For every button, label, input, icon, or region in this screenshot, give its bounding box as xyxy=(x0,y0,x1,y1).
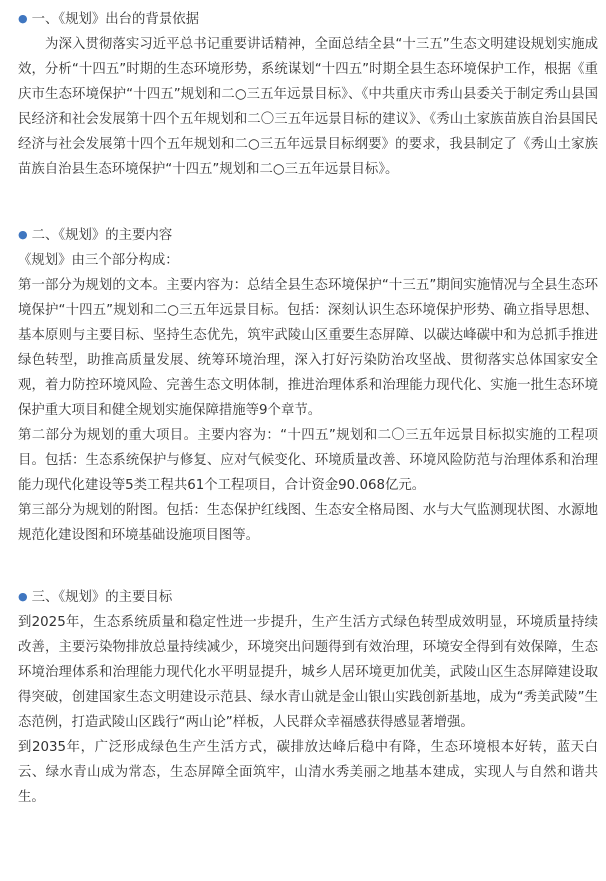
background-paragraph: 为深入贯彻落实习近平总书记重要讲话精神，全面总结全县“十三五”生态文明建设规划实施成效，分析“十四五”时期的生态环境形势，系统谋划“十四五”时期全县生态环境保护工作，根据《重庆市生态环境保护“十四五”规划和二○三五年远景目标》、《中共重庆市秀山县委关于制定秀山县国民经济和社会发展第十四个五年规划和二〇三五年远景目标的建议》、《秀山土家族苗族自治县国民经济与社会发展第十四个五年规划和二○三五年远景目标纲要》的要求，我县制定了《秀山土家族苗族自治县生态环境保护“十四五”规划和二○三五年远景目标》。 xyxy=(18,37,598,177)
section-background xyxy=(18,6,598,182)
goal-2035-paragraph: 到2035年，广泛形成绿色生产生活方式，碳排放达峰后稳中有降，生态环境根本好转，蓝天白云、绿水青山成为常态，生态屏障全面筑牢，山清水秀美丽之地基本建成，实现人与自然和谐共生。 xyxy=(18,740,598,805)
bullet-icon: ● xyxy=(18,228,28,241)
section-heading-main-goals xyxy=(18,584,598,610)
section-spacer xyxy=(18,182,598,222)
section-heading-text: 二、《规划》的主要内容 xyxy=(31,228,173,243)
section-heading-main-content xyxy=(18,222,598,248)
part-one-paragraph: 第一部分为规划的文本。主要内容为：总结全县生态环境保护“十三五”期间实施情况与全县生态环境保护“十四五”规划和二○三五年远景目标。包括：深刻认识生态环境保护形势、确立指导思想、基本原则与主要目标、坚持生态优先，筑牢武陵山区重要生态屏障、以碳达峰碳中和为总抓手推进绿色转型，助推高质量发展、统筹环境治理，深入打好污染防治攻坚战、贯彻落实总体国家安全观，着力防控环境风险、完善生态文明体制，推进治理体系和治理能力现代化、实施一批生态环境保护重大项目和健全规划实施保障措施等9个章节。 xyxy=(18,278,598,418)
part-two-paragraph: 第二部分为规划的重大项目。主要内容为：“十四五”规划和二〇三五年远景目标拟实施的工程项目。包括：生态系统保护与修复、应对气候变化、环境质量改善、环境风险防范与治理体系和治理能力现代化建设等5类工程共61个工程项目，合计资金90.068亿元。 xyxy=(18,428,598,493)
section-spacer xyxy=(18,548,598,584)
goal-2025-paragraph: 到2025年，生态系统质量和稳定性进一步提升，生产生活方式绿色转型成效明显，环境质量持续改善，主要污染物排放总量持续减少，环境突出问题得到有效治理，环境安全得到有效保障，生态环境治理体系和治理能力现代化水平明显提升，城乡人居环境更加优美，武陵山区生态屏障建设取得突破，创建国家生态文明建设示范县、绿水青山就是金山银山实践创新基地，成为“秀美武陵”生态范例，打造武陵山区践行“两山论”样板，人民群众幸福感获得感显著增强。 xyxy=(18,615,598,730)
part-three-paragraph: 第三部分为规划的附图。包括：生态保护红线图、生态安全格局图、水与大气监测现状图、水源地规范化建设图和环境基础设施项目图等。 xyxy=(18,503,598,543)
section-heading-text: 三、《规划》的主要目标 xyxy=(31,590,173,605)
section-heading-text: 一、《规划》出台的背景依据 xyxy=(31,12,199,27)
section-main-goals xyxy=(18,584,598,810)
bullet-icon: ● xyxy=(18,590,28,603)
section-main-content xyxy=(18,222,598,548)
section-heading-background xyxy=(18,6,598,32)
bullet-icon: ● xyxy=(18,12,28,25)
structure-intro: 《规划》由三个部分构成： xyxy=(18,253,179,268)
